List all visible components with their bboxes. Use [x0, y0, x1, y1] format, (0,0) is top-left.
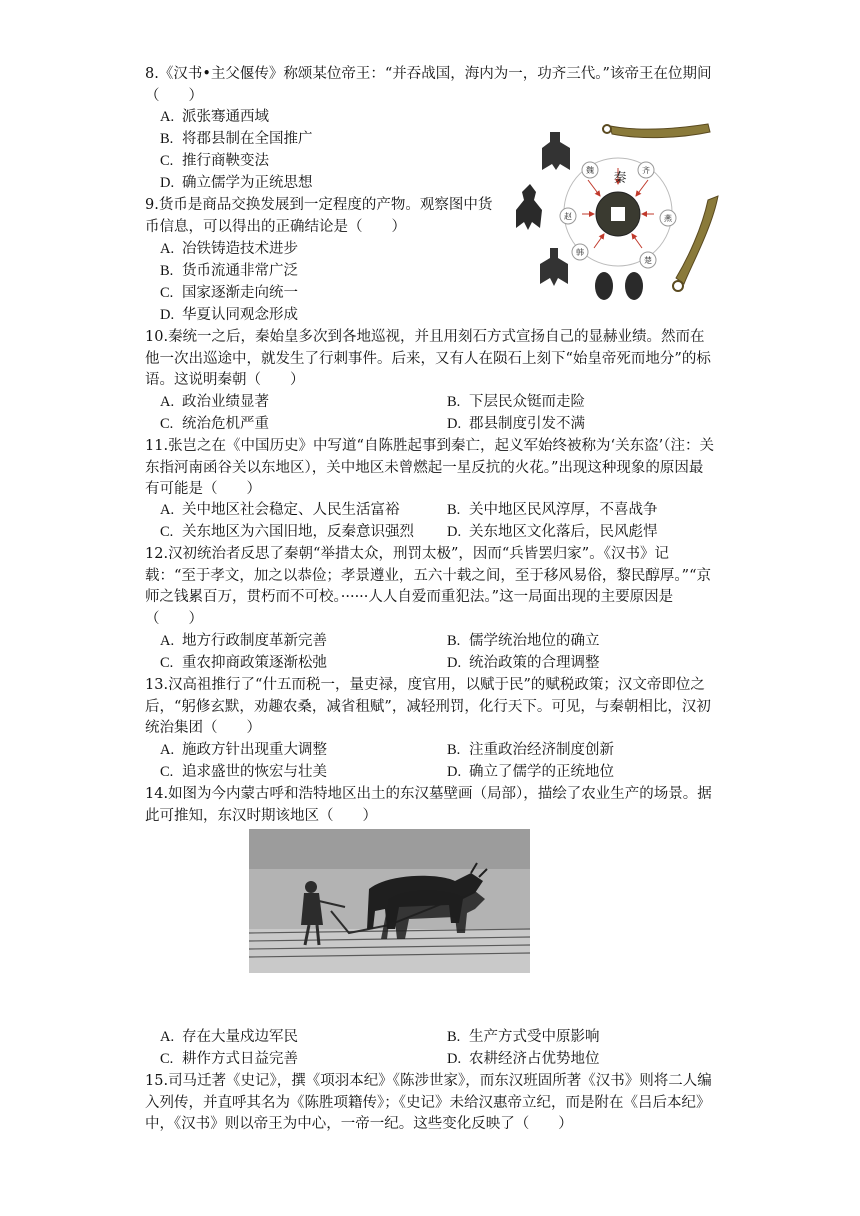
q13-option-d: D. 确立了儒学的正统地位 — [447, 764, 614, 780]
q11-option-c: C. 关东地区为六国旧地，反秦意识强烈 — [160, 524, 414, 540]
state-label-zhao: 赵 — [564, 212, 572, 221]
currency-unification-figure — [512, 118, 722, 318]
q10-option-c: C. 统治危机严重 — [160, 416, 269, 432]
q8-option-a: A. 派张骞通西域 — [160, 109, 269, 125]
state-label-wei: 魏 — [586, 166, 594, 175]
han-tomb-mural-figure — [249, 829, 530, 973]
q13-option-c: C. 追求盛世的恢宏与壮美 — [160, 764, 327, 780]
q13-option-a: A. 施政方针出现重大调整 — [160, 742, 327, 758]
q10-option-b: B. 下层民众铤而走险 — [447, 394, 585, 410]
question-11-stem: 11.张岂之在《中国历史》中写道“自陈胜起事到秦亡，起义军始终被称为‘关东盗’（注：关东指河南函谷关以东地区），关中地区未曾燃起一星反抗的火花。”出现这种现象的原因最有可能是（ ） — [145, 438, 714, 497]
q9-option-d: D. 华夏认同观念形成 — [160, 307, 298, 323]
q12-option-a: A. 地方行政制度革新完善 — [160, 633, 327, 649]
q10-option-d: D. 郡县制度引发不满 — [447, 416, 585, 432]
spade-coin-wei — [542, 132, 570, 170]
spade-coin-zhao — [516, 184, 542, 230]
question-13-stem: 13.汉高祖推行了“什五而税一，量吏禄，度官用，以赋于民”的赋税政策；汉文帝即位之后，“躬修玄默，劝趣农桑，减省租赋”，减轻刑罚，化行天下。可见，与秦朝相比，汉初统治集团（ ） — [145, 677, 711, 736]
q12-option-b: B. 儒学统治地位的确立 — [447, 633, 600, 649]
q9-option-c: C. 国家逐渐走向统一 — [160, 285, 298, 301]
q10-option-a: A. 政治业绩显著 — [160, 394, 269, 410]
spade-coin-han — [540, 248, 568, 286]
question-9-stem: 9.货币是商品交换发展到一定程度的产物。观察图中货币信息，可以得出的正确结论是（ ） — [145, 197, 493, 235]
q12-option-d: D. 统治政策的合理调整 — [447, 655, 600, 671]
knife-coin-yan — [676, 196, 718, 284]
q14-option-b: B. 生产方式受中原影响 — [447, 1029, 600, 1045]
q12-option-c: C. 重农抑商政策逐渐松弛 — [160, 655, 327, 671]
knife-coin-qi — [610, 124, 710, 138]
q8-option-c: C. 推行商鞅变法 — [160, 153, 269, 169]
q13-option-b: B. 注重政治经济制度创新 — [447, 742, 614, 758]
q9-option-b: B. 货币流通非常广泛 — [160, 263, 298, 279]
question-8-stem: 8.《汉书•主父偃传》称颂某位帝王：“并吞战国，海内为一，功齐三代。”该帝王在位期间（ ） — [145, 66, 712, 104]
state-label-chu: 楚 — [644, 256, 652, 265]
q11-option-b: B. 关中地区民风淳厚，不喜战争 — [447, 502, 658, 518]
q14-option-a: A. 存在大量戍边军民 — [160, 1029, 298, 1045]
ant-nose-coin-2 — [625, 272, 643, 300]
center-label-qin: 秦 — [613, 171, 627, 186]
question-15-stem: 15.司马迁著《史记》，撰《项羽本纪》《陈涉世家》，而东汉班固所著《汉书》则将二人编入列传，并直呼其名为《陈胜项籍传》；《史记》未给汉惠帝立纪，而是附在《吕后本纪》中，《汉书》则以帝王为中心，一帝一纪。这些变化反映了（ ） — [145, 1073, 712, 1132]
state-label-yan: 燕 — [664, 214, 672, 223]
question-10-stem: 10.秦统一之后，秦始皇多次到各地巡视，并且用刻石方式宣扬自己的显赫业绩。然而在他一次出巡途中，就发生了行刺事件。后来，又有人在陨石上刻下“始皇帝死而地分”的标语。这说明秦朝（ ） — [145, 329, 711, 388]
q14-option-c: C. 耕作方式日益完善 — [160, 1051, 298, 1067]
q11-option-d: D. 关东地区文化落后，民风彪悍 — [447, 524, 658, 540]
state-label-han: 韩 — [576, 248, 584, 257]
q9-option-a: A. 冶铁铸造技术进步 — [160, 241, 298, 257]
question-14-stem: 14.如图为今内蒙古呼和浩特地区出土的东汉墓壁画（局部），描绘了农业生产的场景。据此可推知，东汉时期该地区（ ） — [145, 786, 712, 824]
state-label-qi: 齐 — [642, 166, 650, 175]
q14-option-d: D. 农耕经济占优势地位 — [447, 1051, 600, 1067]
q11-option-a: A. 关中地区社会稳定、人民生活富裕 — [160, 502, 400, 518]
question-12-stem: 12.汉初统治者反思了秦朝“举措太众，刑罚太极”，因而“兵皆罢归家”。《汉书》记载：“至于孝文，加之以恭俭；孝景遵业，五六十载之间，至于移风易俗，黎民醇厚。”“京师之钱累百万，贯朽而不可校。······人人自爱而重犯法。”这一局面出现的主要原因是（ ） — [145, 546, 711, 627]
q8-option-d: D. 确立儒学为正统思想 — [160, 175, 313, 191]
ant-nose-coin-1 — [595, 272, 613, 300]
q8-option-b: B. 将郡县制在全国推广 — [160, 131, 313, 147]
